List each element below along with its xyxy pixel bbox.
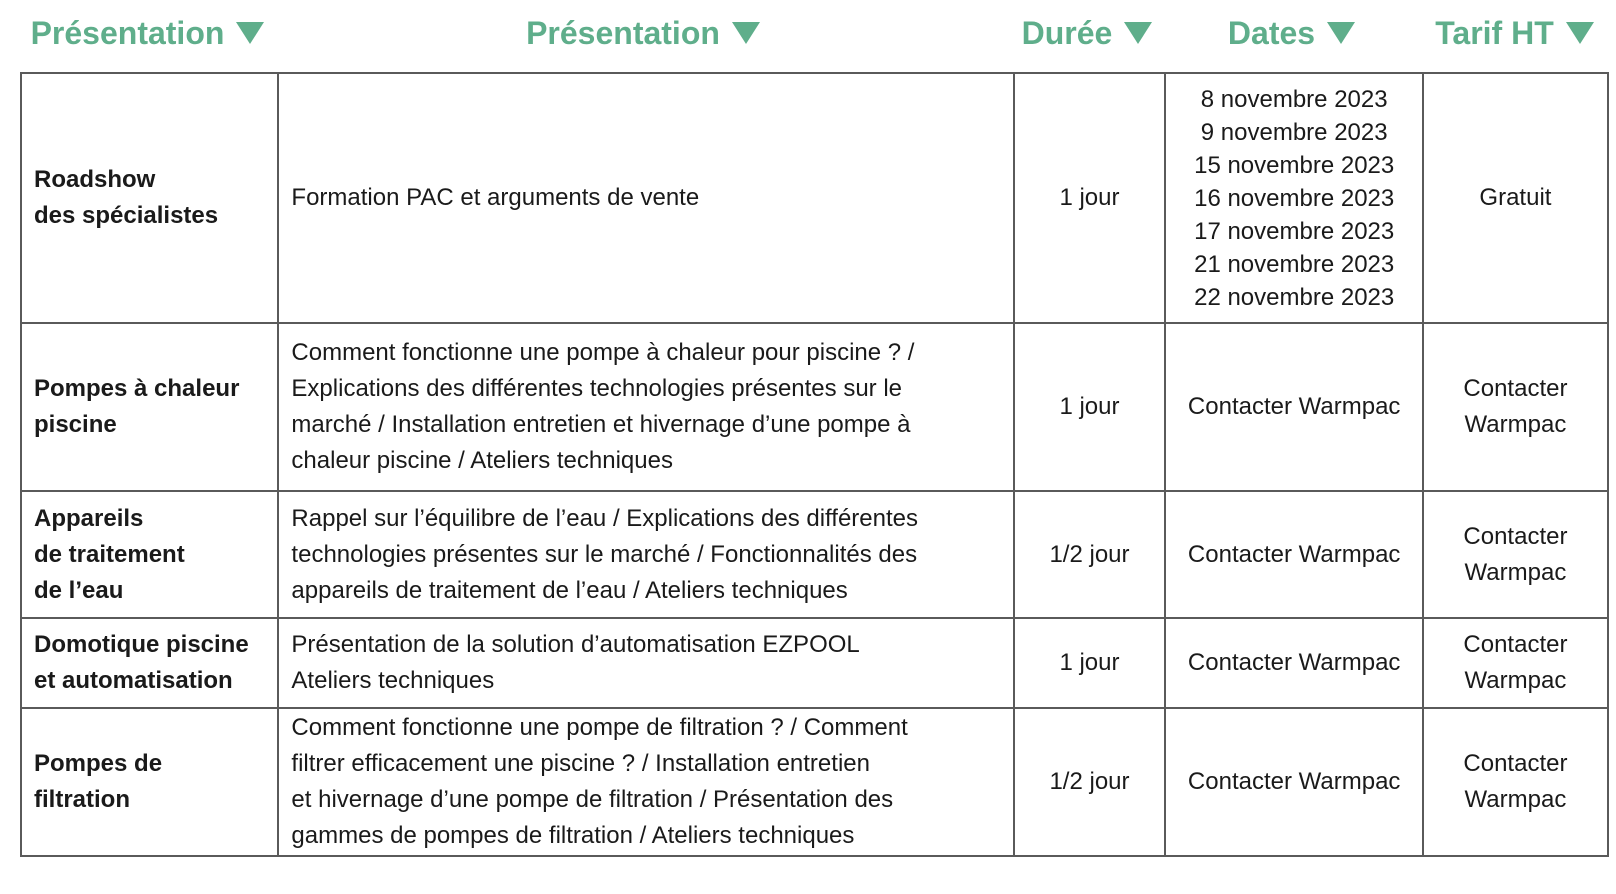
- training-date: 16 novembre 2023: [1194, 184, 1395, 212]
- training-price-line: Warmpac: [1464, 411, 1567, 438]
- training-date: 17 novembre 2023: [1194, 217, 1395, 245]
- table-row: [21, 708, 1608, 856]
- training-description-line: technologies présentes sur le marché / Fonctionnalités des: [291, 540, 918, 568]
- training-duration: 1 jour: [1059, 393, 1120, 420]
- table-row: [21, 618, 1608, 708]
- training-table: [20, 72, 1609, 857]
- training-duration: 1/2 jour: [1049, 768, 1130, 795]
- training-dates-cell: [1165, 73, 1422, 323]
- training-price-line: Warmpac: [1464, 786, 1567, 813]
- dropdown-triangle-icon[interactable]: [732, 22, 760, 44]
- training-price-cell: [1423, 323, 1608, 491]
- training-description-line: gammes de pompes de filtration / Ateliers techniques: [291, 822, 855, 849]
- training-price-line: Contacter: [1463, 750, 1568, 777]
- training-price-cell: [1423, 73, 1608, 323]
- training-description-line: Formation PAC et arguments de vente: [291, 184, 700, 211]
- training-name-cell: [21, 323, 278, 491]
- training-date: Contacter Warmpac: [1187, 393, 1401, 420]
- training-description-cell: [278, 618, 1013, 708]
- training-description-cell: [278, 73, 1013, 323]
- training-name-line: de l’eau: [34, 576, 124, 604]
- table-row: [21, 491, 1608, 618]
- training-name-line: de traitement: [34, 540, 185, 568]
- training-name-line: Pompes à chaleur: [34, 375, 240, 402]
- training-description-line: et hivernage d’une pompe de filtration / Présentation des: [291, 786, 894, 813]
- dropdown-triangle-icon[interactable]: [1566, 22, 1594, 44]
- training-name-line: filtration: [34, 786, 130, 813]
- training-name-line: des spécialistes: [34, 202, 219, 229]
- training-description-cell: [278, 708, 1013, 856]
- column-header-row: [20, 0, 1609, 72]
- column-header-label: Durée: [1021, 14, 1113, 51]
- column-header-dates[interactable]: [1163, 15, 1420, 58]
- training-name-cell: [21, 708, 278, 856]
- training-description-line: marché / Installation entretien et hivernage d’une pompe à: [291, 411, 911, 438]
- training-date: 15 novembre 2023: [1194, 151, 1395, 179]
- training-price-cell: [1423, 708, 1608, 856]
- table-row: [21, 323, 1608, 491]
- training-name-line: Roadshow: [34, 166, 156, 193]
- column-header-label: Tarif HT: [1435, 14, 1554, 51]
- training-duration-cell: [1014, 618, 1166, 708]
- training-description-line: filtrer efficacement une piscine ? / Installation entretien: [291, 750, 870, 777]
- training-duration: 1 jour: [1059, 184, 1120, 211]
- training-date: Contacter Warmpac: [1187, 649, 1401, 676]
- training-description-line: chaleur piscine / Ateliers techniques: [291, 447, 673, 474]
- training-dates-cell: [1165, 491, 1422, 618]
- training-duration-cell: [1014, 73, 1166, 323]
- training-dates-cell: [1165, 708, 1422, 856]
- training-description-line: Explications des différentes technologies présentes sur le: [291, 375, 903, 402]
- training-dates-cell: [1165, 323, 1422, 491]
- training-price-line: Warmpac: [1464, 667, 1567, 694]
- training-price-line: Gratuit: [1479, 184, 1552, 211]
- column-header-label: Présentation: [30, 14, 225, 51]
- training-name-cell: [21, 618, 278, 708]
- dropdown-triangle-icon[interactable]: [1327, 22, 1355, 44]
- training-description-line: appareils de traitement de l’eau / Ateliers techniques: [291, 576, 848, 604]
- training-description-line: Ateliers techniques: [291, 667, 495, 694]
- column-header-label: Dates: [1227, 14, 1316, 51]
- training-description-cell: [278, 491, 1013, 618]
- training-duration: 1/2 jour: [1049, 540, 1130, 568]
- training-table-container: [20, 0, 1609, 857]
- training-date: Contacter Warmpac: [1187, 540, 1401, 568]
- training-name-line: Domotique piscine: [34, 631, 249, 658]
- training-description-line: Présentation de la solution d’automatisation EZPOOL: [291, 631, 860, 658]
- training-name-cell: [21, 73, 278, 323]
- training-duration-cell: [1014, 708, 1166, 856]
- column-header-name[interactable]: [20, 15, 275, 58]
- column-header-description[interactable]: [275, 15, 1011, 58]
- training-description-line: Comment fonctionne une pompe de filtration ? / Comment: [291, 714, 908, 741]
- training-date: 22 novembre 2023: [1194, 283, 1395, 311]
- training-duration-cell: [1014, 491, 1166, 618]
- training-date: Contacter Warmpac: [1187, 768, 1401, 795]
- training-duration: 1 jour: [1059, 649, 1120, 676]
- training-date: 21 novembre 2023: [1194, 250, 1395, 278]
- training-date: 8 novembre 2023: [1200, 85, 1388, 113]
- training-name-cell: [21, 491, 278, 618]
- training-name-line: piscine: [34, 411, 117, 438]
- training-description-line: Comment fonctionne une pompe à chaleur pour piscine ? /: [291, 339, 915, 366]
- training-description-line: Rappel sur l’équilibre de l’eau / Explications des différentes: [291, 504, 919, 532]
- column-header-price[interactable]: [1420, 15, 1609, 58]
- training-price-cell: [1423, 491, 1608, 618]
- dropdown-triangle-icon[interactable]: [236, 22, 264, 44]
- dropdown-triangle-icon[interactable]: [1124, 22, 1152, 44]
- training-dates-cell: [1165, 618, 1422, 708]
- training-price-line: Warmpac: [1464, 558, 1567, 586]
- training-name-line: et automatisation: [34, 667, 233, 694]
- column-header-label: Présentation: [526, 14, 720, 51]
- training-name-line: Pompes de: [34, 750, 163, 777]
- column-header-duration[interactable]: [1011, 15, 1163, 58]
- training-price-cell: [1423, 618, 1608, 708]
- training-date: 9 novembre 2023: [1200, 118, 1388, 146]
- training-price-line: Contacter: [1463, 631, 1568, 658]
- training-price-line: Contacter: [1463, 522, 1568, 550]
- training-description-cell: [278, 323, 1013, 491]
- training-name-line: Appareils: [34, 504, 144, 532]
- training-duration-cell: [1014, 323, 1166, 491]
- training-price-line: Contacter: [1463, 375, 1568, 402]
- table-row: [21, 73, 1608, 323]
